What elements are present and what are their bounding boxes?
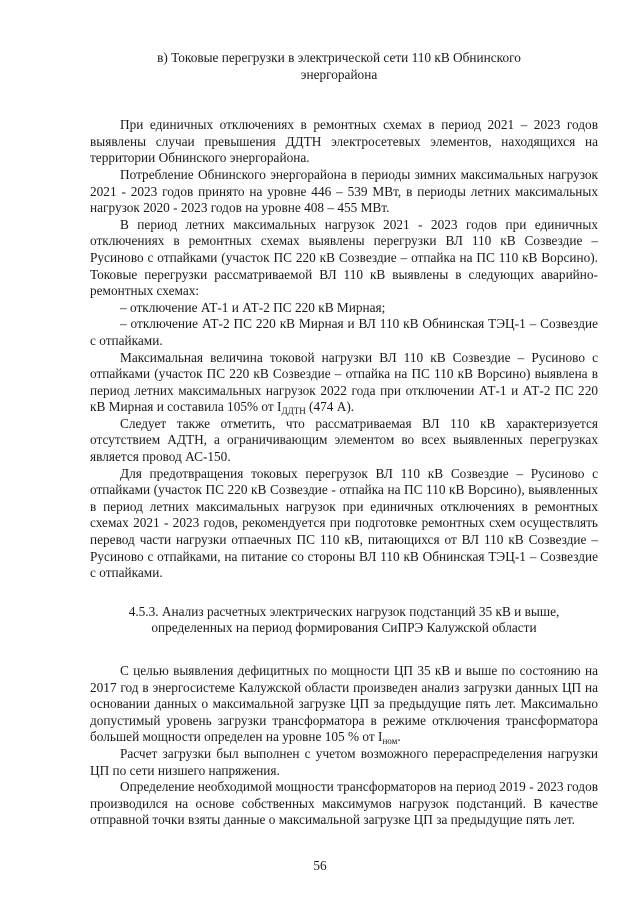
- heading-line: 4.5.3. Анализ расчетных электрических нагрузок подстанций 35 кВ и выше,: [128, 603, 560, 619]
- paragraph: Потребление Обнинского энергорайона в периоды зимних максимальных нагрузок 2021 - 2023 годов принято на уровне 446 – 539 МВт, в периоды летних максимальных нагрузок 2020 - 2023 годов на уровне 408 – 455 МВт.: [90, 166, 598, 216]
- spacer: [90, 582, 598, 604]
- paragraph-text: Максимальная величина токовой нагрузки ВЛ 110 кВ Созвездие – Русиново с отпайками (участок ПС 220 кВ Созвездие – отпайка на ПС 110 кВ Ворсино) выявлена в период летних максимальных нагрузок 2022 года при отключении АТ-1 и АТ-2 ПС 220 кВ Мирная и составила 105% от I: [90, 349, 598, 415]
- list-item: – отключение АТ-2 ПС 220 кВ Мирная и ВЛ 110 кВ Обнинская ТЭЦ-1 – Созвездие с отпайками.: [90, 316, 598, 348]
- section-heading-4-5-3: [90, 604, 598, 637]
- paragraph: Для предотвращения токовых перегрузок ВЛ 110 кВ Созвездие – Русиново с отпайками (участок ПС 220 кВ Созвездие - отпайка на ПС 110 кВ Ворсино), выявленных в период летних максимальных нагрузок при единичных отключениях в ремонтных схемах 2021 - 2023 годов, рекомендуется при подготовке ремонтных схем осуществлять перевод части нагрузки отпаечных ПС 110 кВ, питающихся от ВЛ 110 кВ Созвездие – Русиново с отпайками, на питание со стороны ВЛ 110 кВ Обнинская ТЭЦ-1 – Созвездие с отпайками.: [90, 465, 598, 581]
- subscript: ДДТН: [281, 406, 306, 417]
- heading-line: определенных на период формирования СиПРЭ Калужской области: [151, 620, 537, 636]
- paragraph: [90, 350, 598, 416]
- paragraph-text-tail: (474 А).: [305, 399, 355, 415]
- section-heading-v: в) Токовые перегрузки в электрической сети 110 кВ Обнинского энергорайона: [157, 50, 521, 82]
- paragraph: [90, 663, 598, 746]
- page-number: 56: [313, 858, 327, 873]
- spacer: [90, 637, 598, 663]
- spacer: [90, 83, 598, 117]
- paragraph: Определение необходимой мощности трансформаторов на период 2019 - 2023 годов производился на основе собственных максимумов нагрузок подстанций. В качестве отправной точки взяты данные о максимальной загрузке ЦП за предыдущие пять лет.: [90, 779, 598, 828]
- page-content: [90, 50, 598, 829]
- paragraph-text-tail: .: [397, 729, 401, 745]
- paragraph-text: С целью выявления дефицитных по мощности ЦП 35 кВ и выше по состоянию на 2017 год в энергосистеме Калужской области произведен анализ загрузки данных ЦП на основании данных о максимальной загрузке ЦП за предыдущие пять лет. Максимально допустимый уровень загрузки трансформатора в режиме отключения трансформатора большей мощности определен на уровне 105 % от I: [90, 663, 598, 745]
- paragraph: При единичных отключениях в ремонтных схемах в период 2021 – 2023 годов выявлены случаи превышения ДДТН электросетевых элементов, находящихся на территории Обнинского энергорайона.: [90, 117, 598, 166]
- paragraph: Следует также отметить, что рассматриваемая ВЛ 110 кВ характеризуется отсутствием АДТН, а ограничивающим элементом во всех выявленных перегрузках является провод АС-150.: [90, 415, 598, 465]
- paragraph: В период летних максимальных нагрузок 2021 - 2023 годов при единичных отключениях в ремонтных схемах выявлены перегрузки ВЛ 110 кВ Созвездие – Русиново с отпайками (участок ПС 220 кВ Созвездие – отпайка на ПС 110 кВ Ворсино). Токовые перегрузки рассматриваемой ВЛ 110 кВ выявлены в следующих аварийно-ремонтных схемах:: [90, 216, 598, 299]
- subscript: ном: [382, 736, 398, 747]
- paragraph: Расчет загрузки был выполнен с учетом возможного перераспределения нагрузки ЦП по сети низшего напряжения.: [90, 745, 598, 778]
- list-item: – отключение АТ-1 и АТ-2 ПС 220 кВ Мирная;: [120, 299, 386, 315]
